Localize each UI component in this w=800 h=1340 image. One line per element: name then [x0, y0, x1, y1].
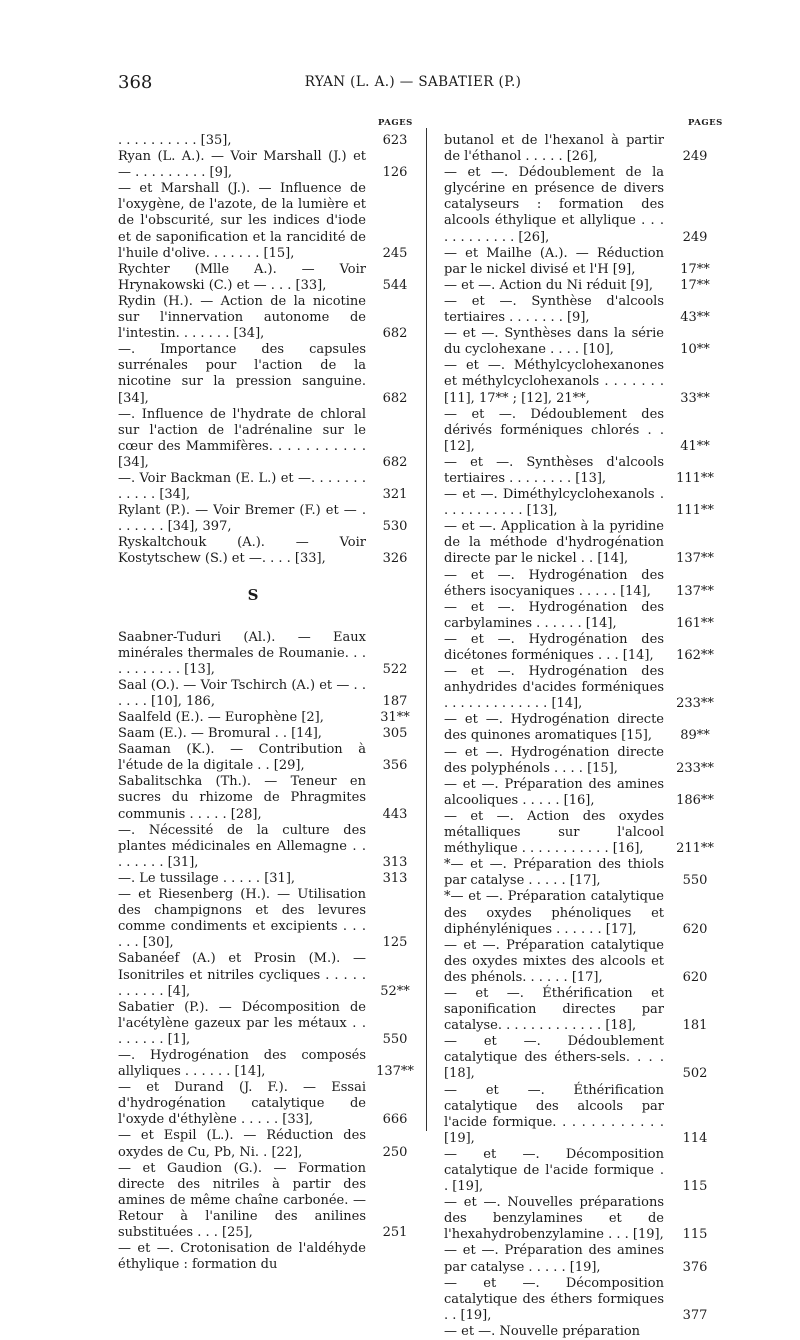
- entry-page: 550: [682, 873, 708, 889]
- entry-text: — et —. Diméthylcyclohexanols . . . . . . . . . . . [13],: [444, 487, 664, 519]
- entry-text: — et Riesenberg (H.). — Utilisation des champignons et des levures comme condiments et excipients . . . . . . [30],: [118, 887, 366, 951]
- entry-page: 111**: [676, 470, 714, 486]
- index-entry: [444, 133, 720, 165]
- running-title: RYAN (L. A.) — SABATIER (P.): [304, 74, 522, 90]
- entry-page: 249: [682, 229, 708, 245]
- entry-page: 620: [682, 969, 708, 985]
- index-entry: [444, 568, 720, 600]
- index-entry: [118, 887, 418, 951]
- entry-page: 682: [382, 454, 408, 470]
- entry-page: 10**: [680, 342, 710, 358]
- index-entry: [118, 774, 418, 822]
- index-entry: [118, 181, 418, 261]
- index-entry: [444, 712, 720, 744]
- entry-text: Saam (E.). — Bromural . . [14],: [118, 726, 322, 742]
- entry-text: — et —. Hydrogénation des éthers isocyaniques . . . . . [14],: [444, 567, 664, 599]
- index-entry: [444, 664, 720, 712]
- index-entry: [118, 262, 418, 294]
- entry-page: 162**: [676, 648, 714, 663]
- index-entry: [444, 278, 720, 294]
- entry-page: 245: [382, 245, 408, 261]
- index-entry: [118, 503, 418, 535]
- index-entry: [118, 149, 418, 181]
- index-entry: [444, 487, 720, 519]
- index-entry: [444, 358, 720, 406]
- index-entry: [118, 710, 418, 726]
- left-column: [118, 133, 418, 1273]
- entry-text: —. Importance des capsules surrénales pour l'action de la nicotine sur la pression sanguine. [34],: [118, 342, 366, 406]
- index-entry: [444, 326, 720, 358]
- index-entry: [444, 938, 720, 986]
- pages-label-right: PAGES: [688, 118, 723, 128]
- entry-text: Sabanéef (A.) et Prosin (M.). — Isonitriles et nitriles cycliques . . . . . . . . . . . [4],: [118, 951, 366, 999]
- entry-text: — et —. Dédoublement catalytique des éthers-sels. . . . [18],: [444, 1034, 664, 1082]
- index-entry: [444, 1276, 720, 1324]
- entry-page: 137**: [676, 551, 714, 567]
- index-entry: [118, 630, 418, 678]
- entry-text: — et Durand (J. F.). — Essai d'hydrogénation catalytique de l'oxyde d'éthylène . . . . . [33],: [118, 1080, 366, 1128]
- left-entries-r: [118, 133, 418, 568]
- index-entry: [118, 535, 418, 567]
- index-entry: [118, 742, 418, 774]
- index-entry: [444, 632, 720, 664]
- entry-text: — et —. Action du Ni réduit [9],: [444, 277, 653, 293]
- entry-text: —. Le tussilage . . . . . [31],: [118, 870, 296, 886]
- entry-text: —. Hydrogénation des composés allyliques . . . . . . [14],: [118, 1047, 366, 1080]
- entry-text: Sabalitschka (Th.). — Teneur en sucres du rhizome de Phragmites communis . . . . . [28],: [118, 774, 366, 822]
- entry-page: 313: [382, 870, 408, 886]
- entry-page: 17**: [680, 261, 710, 277]
- entry-page: 17**: [680, 277, 710, 293]
- entry-text: — et Espil (L.). — Réduction des oxydes de Cu, Pb, Ni. . [22],: [118, 1128, 366, 1160]
- entry-page: 305: [382, 726, 408, 742]
- entry-text: — et —. Synthèses d'alcools tertiaires . . . . . . . . [13],: [444, 454, 664, 486]
- entry-text: Saalfeld (E.). — Europhène [2],: [118, 710, 324, 725]
- entry-page: 666: [382, 1112, 408, 1128]
- index-entry: [118, 726, 418, 742]
- index-entry: [118, 133, 418, 149]
- entry-page: 682: [382, 326, 408, 342]
- entry-text: — et Mailhe (A.). — Réduction par le nickel divisé et l'H [9],: [444, 245, 664, 277]
- entry-text: —. Influence de l'hydrate de chloral sur l'action de l'adrénaline sur le cœur des Mammifères. . . . . . . . . . . [34],: [118, 406, 366, 470]
- left-entries-s: [118, 630, 418, 1274]
- entry-page: 377: [682, 1307, 708, 1323]
- entry-page: 233**: [676, 696, 714, 712]
- entry-page: 126: [382, 165, 408, 181]
- entry-page: 313: [382, 854, 408, 870]
- index-entry: [118, 871, 418, 887]
- entry-text: — et —. Préparation catalytique des oxydes mixtes des alcools et des phénols. . . . . . [17],: [444, 937, 664, 985]
- entry-text: — et —. Hydrogénation des carbylamines . . . . . . [14],: [444, 599, 664, 631]
- entry-text: —. Voir Backman (E. L.) et —. . . . . . . . . . . . [34],: [118, 470, 366, 503]
- entry-text: — et Gaudion (G.). — Formation directe des nitriles à partir des amines de même chaîne carbonée. — Retour à l'aniline des anilines substituées . . . [25],: [118, 1160, 366, 1240]
- entry-page: 682: [382, 390, 408, 406]
- entry-page: 43**: [680, 310, 710, 326]
- entry-text: — et —. Éthérification catalytique des alcools par l'acide formique. . . . . . . . . . . . [19],: [444, 1082, 664, 1146]
- entry-text: — et —. Synthèses dans la série du cyclohexane . . . . [10],: [444, 326, 664, 358]
- index-entry: [118, 1080, 418, 1128]
- index-entry: [118, 1048, 418, 1080]
- index-entry: [118, 407, 418, 471]
- index-entry: [444, 1034, 720, 1082]
- entry-text: — et —. Décomposition catalytique de l'acide formique . . [19],: [444, 1146, 664, 1195]
- index-entry: [444, 857, 720, 889]
- entry-text: *— et —. Préparation des thiols par catalyse . . . . . [17],: [444, 857, 664, 889]
- section-letter: S: [247, 585, 259, 604]
- index-entry: [444, 1195, 720, 1243]
- entry-page: 89**: [680, 728, 710, 744]
- entry-text: — et —. Préparation des amines alcooliques . . . . . [16],: [444, 776, 664, 808]
- entry-page: 321: [382, 487, 408, 503]
- entry-text: — et —. Dédoublement des dérivés forméniques chlorés . . [12],: [444, 406, 664, 454]
- entry-text: Saabner-Tuduri (Al.). — Eaux minérales thermales de Roumanie. . . . . . . . . . . [13],: [118, 629, 366, 677]
- index-entry: [444, 600, 720, 632]
- index-entry: [444, 246, 720, 278]
- index-entry: [444, 519, 720, 567]
- index-entry: [118, 342, 418, 406]
- entry-text: — et —. Action des oxydes métalliques sur l'alcool méthylique . . . . . . . . . . . [16],: [444, 808, 664, 857]
- entry-text: — et —. Nouvelles préparations des benzylamines et de l'hexahydrobenzylamine . . . [19],: [444, 1195, 664, 1243]
- index-entry: [444, 745, 720, 777]
- entry-text: — et —. Application à la pyridine de la méthode d'hydrogénation directe par le nickel . . [14],: [444, 519, 664, 567]
- entry-page: 326: [382, 551, 408, 567]
- entry-text: — et —. Décomposition catalytique des éthers formiques . . [19],: [444, 1275, 664, 1323]
- index-entry: [444, 986, 720, 1034]
- entry-page: 161**: [676, 615, 714, 631]
- index-entry: [118, 1241, 418, 1273]
- index-entry: [444, 455, 720, 487]
- entry-text: Rydin (H.). — Action de la nicotine sur l'innervation autonome de l'intestin. . . . . . . [34],: [118, 293, 366, 342]
- entry-text: — et —. Éthérification et saponification directes par catalyse. . . . . . . . . . . . . [18],: [444, 985, 664, 1034]
- entry-page: 376: [682, 1259, 708, 1275]
- entry-text: —. Nécessité de la culture des plantes médicinales en Allemagne . . . . . . . . [31],: [118, 822, 366, 870]
- index-entry: [118, 294, 418, 342]
- entry-text: — et —. Hydrogénation directe des polyphénols . . . . [15],: [444, 744, 664, 776]
- right-entries: [444, 133, 720, 1340]
- index-entry: [118, 471, 418, 503]
- entry-page: 52**: [380, 983, 410, 999]
- entry-text: . . . . . . . . . . [35],: [118, 133, 232, 148]
- entry-text: — et —. Dédoublement de la glycérine en présence de divers catalyseurs : formation des alcools éthylique et allylique . . . . . . . . . . . . [26],: [444, 165, 664, 245]
- index-entry: [444, 294, 720, 326]
- entry-text: *— et —. Préparation catalytique des oxydes phénoliques et diphényléniques . . . . . . [17],: [444, 889, 664, 937]
- index-entry: [444, 809, 720, 857]
- entry-page: 522: [382, 661, 408, 677]
- entry-text: — et —. Hydrogénation des anhydrides d'acides forméniques . . . . . . . . . . . . . [14],: [444, 664, 664, 712]
- entry-page: 211**: [676, 841, 714, 857]
- column-divider: [426, 128, 427, 1131]
- entry-text: — et —. Nouvelle préparation: [444, 1323, 641, 1339]
- page-header: [118, 72, 708, 96]
- entry-page: 111**: [676, 503, 714, 519]
- index-entry: [444, 777, 720, 809]
- entry-page: 31**: [380, 710, 410, 725]
- entry-page: 186**: [676, 792, 714, 808]
- entry-page: 115: [682, 1179, 708, 1195]
- entry-page: 114: [682, 1130, 708, 1146]
- entry-text: Ryan (L. A.). — Voir Marshall (J.) et — . . . . . . . . . [9],: [118, 149, 366, 181]
- index-entry: [118, 1161, 418, 1241]
- entry-text: — et —. Hydrogénation des dicétones forméniques . . . [14],: [444, 631, 664, 663]
- entry-page: 356: [382, 758, 408, 774]
- index-entry: [444, 1147, 720, 1195]
- index-entry: [444, 165, 720, 245]
- entry-page: 233**: [676, 760, 714, 776]
- index-entry: [118, 678, 418, 710]
- entry-text: Saal (O.). — Voir Tschirch (A.) et — . . . . . . [10], 186,: [118, 677, 366, 709]
- entry-page: 443: [382, 806, 408, 822]
- entry-page: 623: [382, 133, 408, 148]
- entry-page: 181: [682, 1018, 708, 1034]
- entry-page: 620: [682, 921, 708, 937]
- index-entry: [118, 951, 418, 999]
- index-entry: [444, 889, 720, 937]
- entry-text: Ryskaltchouk (A.). — Voir Kostytschew (S.) et —. . . . [33],: [118, 535, 366, 567]
- entry-text: Rychter (Mlle A.). — Voir Hrynakowski (C.) et — . . . [33],: [118, 261, 366, 293]
- index-entry: [444, 1083, 720, 1147]
- index-entry: [118, 823, 418, 871]
- entry-page: 187: [382, 693, 408, 709]
- entry-text: — et —. Préparation des amines par catalyse . . . . . [19],: [444, 1243, 664, 1275]
- index-entry: [444, 1243, 720, 1275]
- entry-text: — et Marshall (J.). — Influence de l'oxygène, de l'azote, de la lumière et de l'obscurité, sur les indices d'iode et de saponification et la rancidité de l'huile d'olive. . . . . . . [15],: [118, 181, 366, 261]
- entry-page: 137**: [676, 583, 714, 599]
- entry-text: Saaman (K.). — Contribution à l'étude de la digitale . . [29],: [118, 742, 366, 774]
- entry-text: Rylant (P.). — Voir Bremer (F.) et — . . . . . . . [34], 397,: [118, 503, 366, 535]
- entry-page: 502: [682, 1066, 708, 1082]
- entry-text: butanol et de l'hexanol à partir de l'éthanol . . . . . [26],: [444, 133, 664, 165]
- entry-page: 41**: [680, 438, 710, 454]
- entry-page: 530: [382, 519, 408, 535]
- index-entry: [444, 1324, 720, 1340]
- entry-page: 115: [682, 1227, 708, 1243]
- entry-page: 249: [682, 149, 708, 165]
- entry-page: 250: [382, 1144, 408, 1160]
- entry-page: 137**: [376, 1064, 414, 1080]
- entry-page: 544: [382, 277, 408, 293]
- index-entry: [118, 1000, 418, 1048]
- entry-page: 550: [382, 1031, 408, 1047]
- entry-page: 33**: [680, 390, 710, 406]
- right-column: [444, 133, 720, 1340]
- entry-text: — et —. Crotonisation de l'aldéhyde éthylique : formation du: [118, 1241, 366, 1273]
- page-number: 368: [118, 72, 153, 93]
- pages-label-left: PAGES: [378, 118, 413, 128]
- entry-text: — et —. Méthylcyclohexanones et méthylcyclohexanols . . . . . . . [11], 17** ; [12], 21**,: [444, 358, 664, 406]
- entry-page: 251: [382, 1225, 408, 1240]
- entry-text: Sabatier (P.). — Décomposition de l'acétylène gazeux par les métaux . . . . . . . . [1],: [118, 999, 366, 1047]
- entry-text: — et —. Synthèse d'alcools tertiaires . . . . . . . [9],: [444, 293, 664, 326]
- entry-text: — et —. Hydrogénation directe des quinones aromatiques [15],: [444, 712, 664, 744]
- index-entry: [118, 1128, 418, 1160]
- index-entry: [444, 407, 720, 455]
- entry-page: 125: [382, 935, 408, 951]
